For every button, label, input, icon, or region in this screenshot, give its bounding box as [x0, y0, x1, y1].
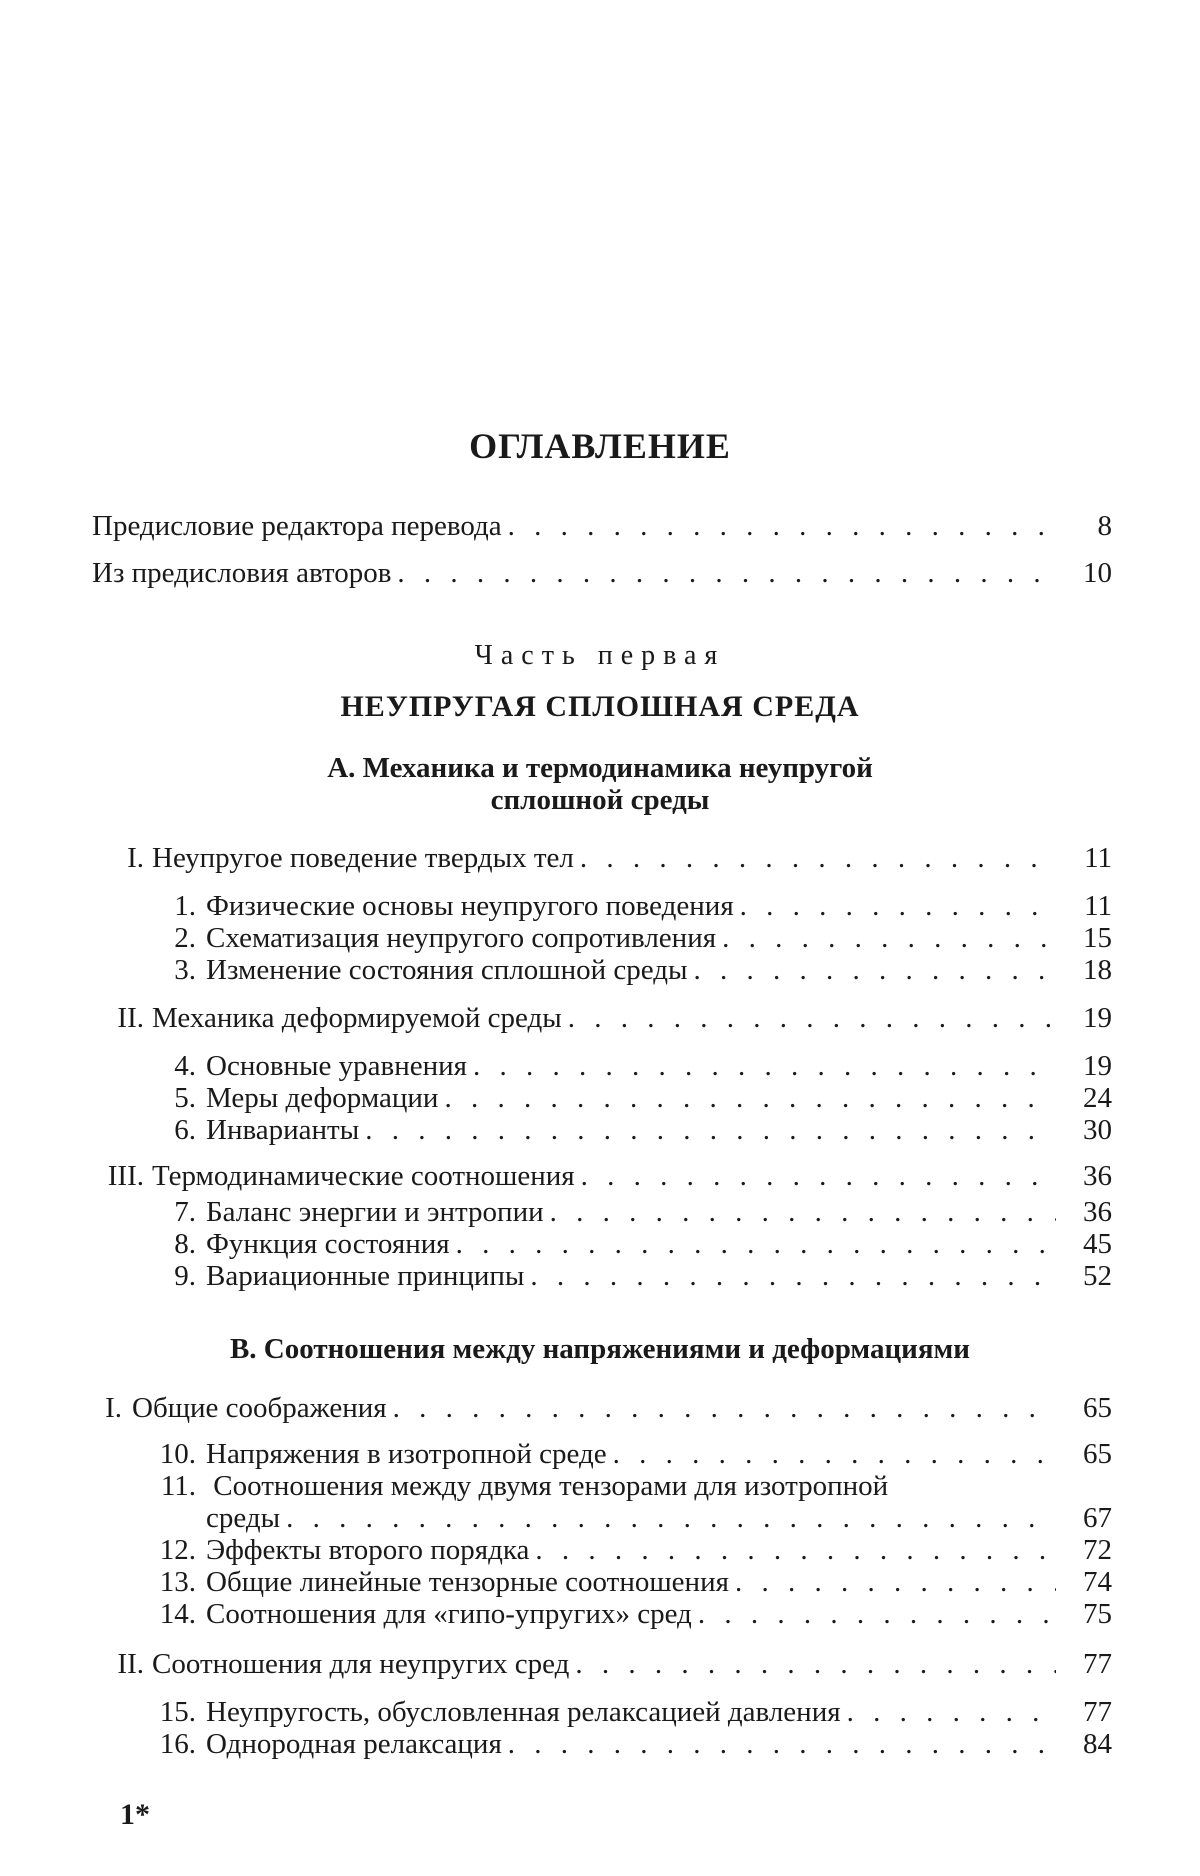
toc-entry-label: Неупругость, обусловленная релаксацией давления: [206, 1696, 841, 1728]
leader-dots: [508, 510, 1056, 542]
toc-entry-label: Термодинамические соотношения: [152, 1160, 575, 1192]
toc-entry-label: Вариационные принципы: [206, 1260, 525, 1292]
toc-entry-label: Основные уравнения: [206, 1050, 467, 1082]
toc-entry-label: Из предисловия авторов: [92, 557, 392, 589]
toc-entry-number: 8.: [174, 1228, 196, 1260]
toc-entry-page: 11: [1084, 890, 1112, 922]
toc-entry-page: 52: [1083, 1260, 1112, 1292]
toc-entry-page: 36: [1083, 1196, 1112, 1228]
toc-entry-number: II.: [117, 1648, 144, 1680]
toc-entry-number: 5.: [174, 1082, 196, 1114]
leader-dots: [580, 842, 1056, 874]
toc-entry-page: 30: [1083, 1114, 1112, 1146]
toc-entry-number: 2.: [174, 922, 196, 954]
leader-dots: [698, 1598, 1056, 1630]
leader-dots: [550, 1196, 1056, 1228]
toc-entry-page: 8: [1097, 510, 1112, 542]
toc-entry-label: Соотношения для «гипо-упругих» сред: [206, 1598, 692, 1630]
leader-dots: [508, 1728, 1056, 1760]
toc-entry-page: 65: [1083, 1438, 1112, 1470]
toc-entry-number: 7.: [174, 1196, 196, 1228]
toc-entry: [92, 510, 1112, 542]
toc-entry-number: 6.: [174, 1114, 196, 1146]
toc-entry-number: 12.: [159, 1534, 196, 1566]
toc-section: [92, 1114, 1112, 1146]
toc-entry-page: 11: [1084, 842, 1112, 874]
toc-section: [92, 1196, 1112, 1228]
toc-entry-label: Общие соображения: [132, 1392, 387, 1424]
toc-entry-page: 24: [1083, 1082, 1112, 1114]
toc-entry-label: Предисловие редактора перевода: [92, 510, 502, 542]
toc-entry-page: 84: [1083, 1728, 1112, 1760]
toc-entry-page: 72: [1083, 1534, 1112, 1566]
toc-section: [92, 1260, 1112, 1292]
toc-entry: [92, 557, 1112, 589]
leader-dots: [568, 1002, 1056, 1034]
toc-section: [92, 890, 1112, 922]
section-b-title: В. Соотношения между напряжениями и деформациями: [229, 1333, 971, 1365]
section-a-title-line2: сплошной среды: [490, 784, 710, 816]
toc-entry-label: Механика деформируемой среды: [152, 1002, 562, 1034]
leader-dots: [393, 1392, 1056, 1424]
toc-entry-number: 15.: [159, 1696, 196, 1728]
leader-dots: [444, 1082, 1056, 1114]
toc-entry-number: 14.: [159, 1598, 196, 1630]
part-name: НЕУПРУГАЯ СПЛОШНАЯ СРЕДА: [340, 690, 860, 723]
leader-dots: [535, 1534, 1056, 1566]
toc-entry-page: 75: [1083, 1598, 1112, 1630]
toc-entry-label: Неупругое поведение твердых тел: [152, 842, 574, 874]
toc-section: [92, 1228, 1112, 1260]
toc-entry-label: Общие линейные тензорные соотношения: [206, 1566, 729, 1598]
leader-dots: [847, 1696, 1056, 1728]
leader-dots: [694, 954, 1056, 986]
toc-chapter: [92, 1648, 1112, 1680]
toc-section: [92, 1598, 1112, 1630]
toc-chapter: [92, 1002, 1112, 1034]
toc-section: [92, 1534, 1112, 1566]
toc-entry-label: Меры деформации: [206, 1082, 439, 1114]
page-folio: 1*: [120, 1798, 150, 1831]
toc-entry-label: Физические основы неупругого поведения: [206, 890, 734, 922]
toc-section-wrap: [92, 1470, 888, 1502]
toc-chapter: [92, 1392, 1112, 1424]
leader-dots: [397, 557, 1056, 589]
toc-entry-label: Эффекты второго порядка: [206, 1534, 530, 1566]
toc-entry-number: 1.: [174, 890, 196, 922]
toc-section: [92, 1566, 1112, 1598]
leader-dots: [365, 1114, 1056, 1146]
toc-section: [92, 1728, 1112, 1760]
leader-dots: [613, 1438, 1056, 1470]
toc-entry-page: 15: [1083, 922, 1112, 954]
leader-dots: [286, 1502, 1056, 1534]
leader-dots: [722, 922, 1056, 954]
toc-entry-number: I.: [127, 842, 144, 874]
toc-chapter: [92, 1160, 1112, 1192]
toc-entry-number: III.: [107, 1160, 144, 1192]
toc-entry-number: 11.: [160, 1470, 196, 1502]
leader-dots: [740, 890, 1056, 922]
leader-dots: [575, 1648, 1056, 1680]
leader-dots: [735, 1566, 1056, 1598]
toc-entry-label: среды: [206, 1502, 281, 1534]
toc-entry-number: 16.: [159, 1728, 196, 1760]
section-a-title-line1: А. Механика и термодинамика неупругой: [327, 752, 873, 784]
toc-section: [92, 922, 1112, 954]
toc-section: [92, 954, 1112, 986]
toc-entry-label: Однородная релаксация: [206, 1728, 502, 1760]
toc-entry-number: 3.: [174, 954, 196, 986]
toc-entry-number: 9.: [174, 1260, 196, 1292]
toc-entry-page: 65: [1083, 1392, 1112, 1424]
toc-entry-label: Изменение состояния сплошной среды: [206, 954, 688, 986]
toc-entry-label: Функция состояния: [206, 1228, 450, 1260]
toc-entry-page: 10: [1083, 557, 1112, 589]
toc-section: [92, 1082, 1112, 1114]
toc-entry-page: 45: [1083, 1228, 1112, 1260]
toc-entry-page: 74: [1083, 1566, 1112, 1598]
toc-entry-label: Соотношения для неупругих сред: [152, 1648, 570, 1680]
page-title: ОГЛАВЛЕНИЕ: [469, 426, 731, 466]
toc-section: [206, 1502, 1112, 1534]
toc-section: [92, 1050, 1112, 1082]
toc-entry-page: 77: [1083, 1696, 1112, 1728]
toc-entry-label: Схематизация неупругого сопротивления: [206, 922, 717, 954]
toc-section: [92, 1438, 1112, 1470]
part-label: Часть первая: [474, 640, 726, 671]
toc-entry-number: 13.: [159, 1566, 196, 1598]
toc-entry-label-line1: Соотношения между двумя тензорами для изотропной: [213, 1470, 889, 1502]
section-a-title: [0, 752, 1200, 816]
toc-entry-page: 18: [1083, 954, 1112, 986]
leader-dots: [530, 1260, 1056, 1292]
leader-dots: [473, 1050, 1056, 1082]
toc-entry-page: 67: [1083, 1502, 1112, 1534]
toc-entry-number: I.: [105, 1392, 122, 1424]
toc-entry-label: Напряжения в изотропной среде: [206, 1438, 607, 1470]
toc-entry-page: 77: [1083, 1648, 1112, 1680]
toc-entry-label: Баланс энергии и энтропии: [206, 1196, 544, 1228]
leader-dots: [581, 1160, 1056, 1192]
toc-entry-page: 19: [1083, 1002, 1112, 1034]
toc-entry-number: 4.: [174, 1050, 196, 1082]
toc-entry-page: 19: [1083, 1050, 1112, 1082]
toc-section: [92, 1696, 1112, 1728]
toc-entry-page: 36: [1083, 1160, 1112, 1192]
toc-entry-number: 10.: [159, 1438, 196, 1470]
leader-dots: [456, 1228, 1056, 1260]
toc-entry-label: Инварианты: [206, 1114, 360, 1146]
toc-chapter: [92, 842, 1112, 874]
toc-entry-number: II.: [117, 1002, 144, 1034]
